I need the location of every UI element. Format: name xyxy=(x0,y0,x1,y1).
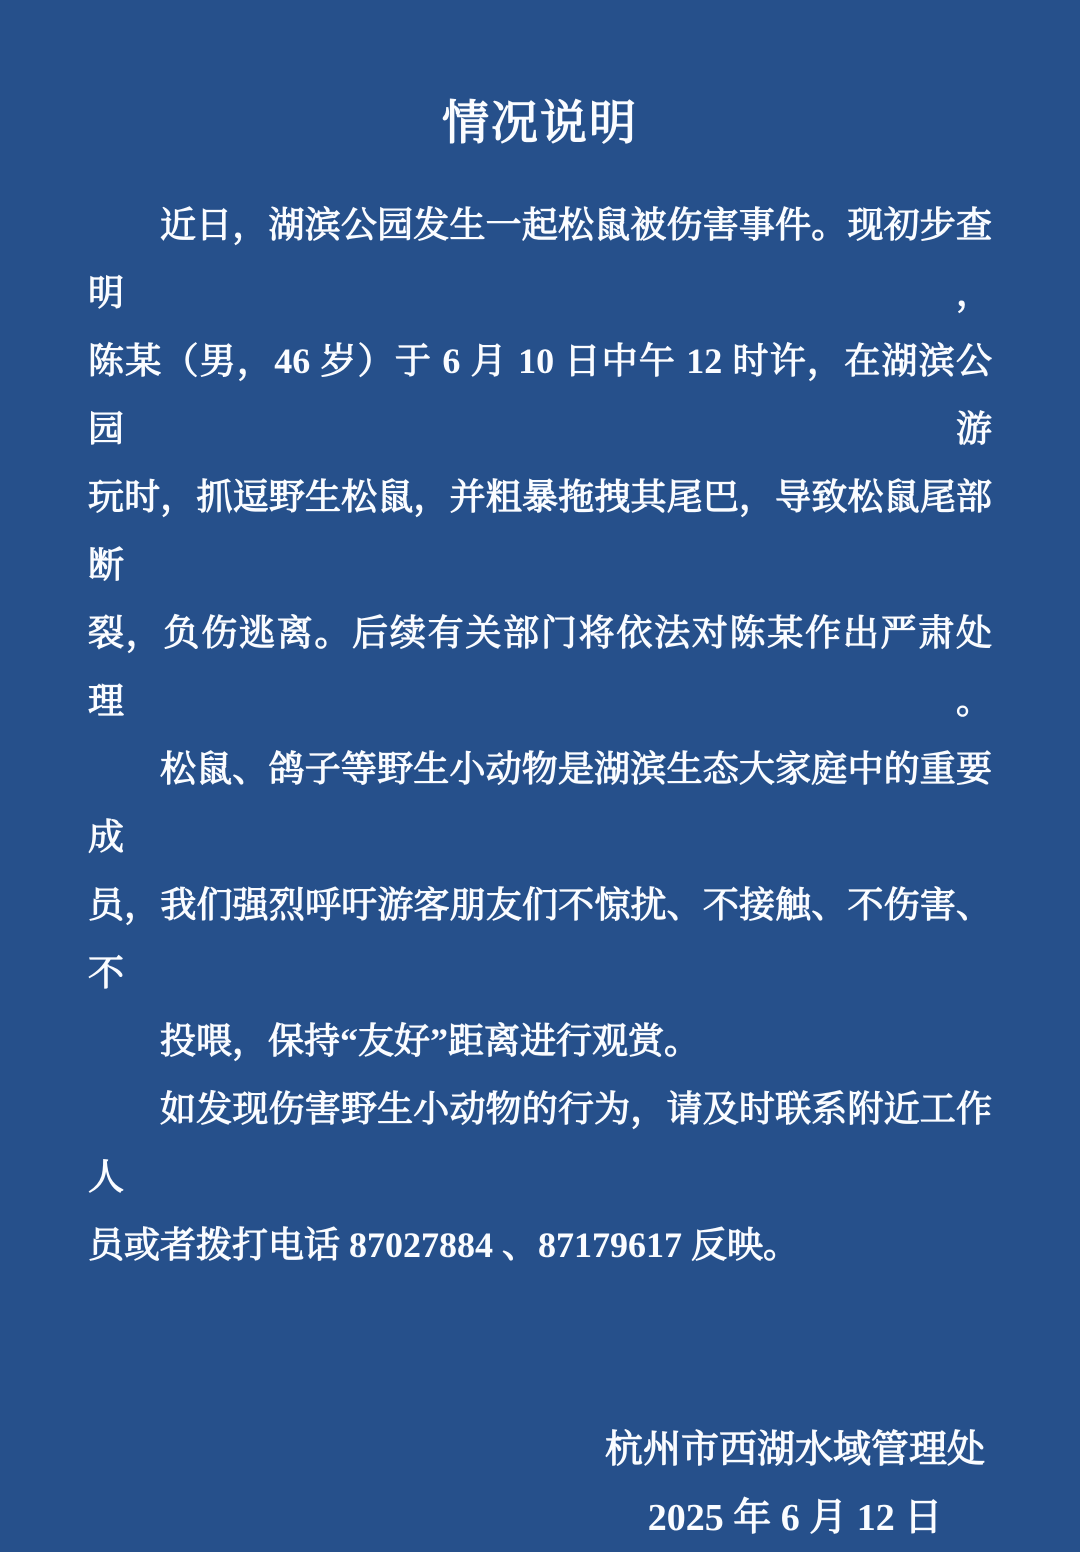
body-line: 玩时，抓逗野生松鼠，并粗暴拖拽其尾巴，导致松鼠尾部断 xyxy=(88,477,992,585)
notice-body xyxy=(88,191,992,1279)
notice-title: 情况说明 xyxy=(442,98,638,150)
body-line: 松鼠、鸽子等野生小动物是湖滨生态大家庭中的重要成 xyxy=(88,749,992,857)
body-line: 陈某（男，46 岁）于 6 月 10 日中午 12 时许，在湖滨公园游 xyxy=(88,341,992,449)
body-line: 如发现伤害野生小动物的行为，请及时联系附近工作人 xyxy=(88,1089,992,1197)
signature-block xyxy=(605,1416,985,1552)
body-line: 员，我们强烈呼吁游客朋友们不惊扰、不接触、不伤害、不 xyxy=(88,885,992,993)
body-line: 裂，负伤逃离。后续有关部门将依法对陈某作出严肃处理。 xyxy=(88,613,992,721)
body-line: 投喂，保持“友好”距离进行观赏。 xyxy=(160,1021,701,1061)
body-line: 近日，湖滨公园发生一起松鼠被伤害事件。现初步查明， xyxy=(88,205,992,313)
body-line: 员或者拨打电话 87027884 、87179617 反映。 xyxy=(88,1225,800,1265)
signature-date: 2025 年 6 月 12 日 xyxy=(647,1497,943,1539)
signature-organization: 杭州市西湖水域管理处 xyxy=(604,1429,985,1471)
